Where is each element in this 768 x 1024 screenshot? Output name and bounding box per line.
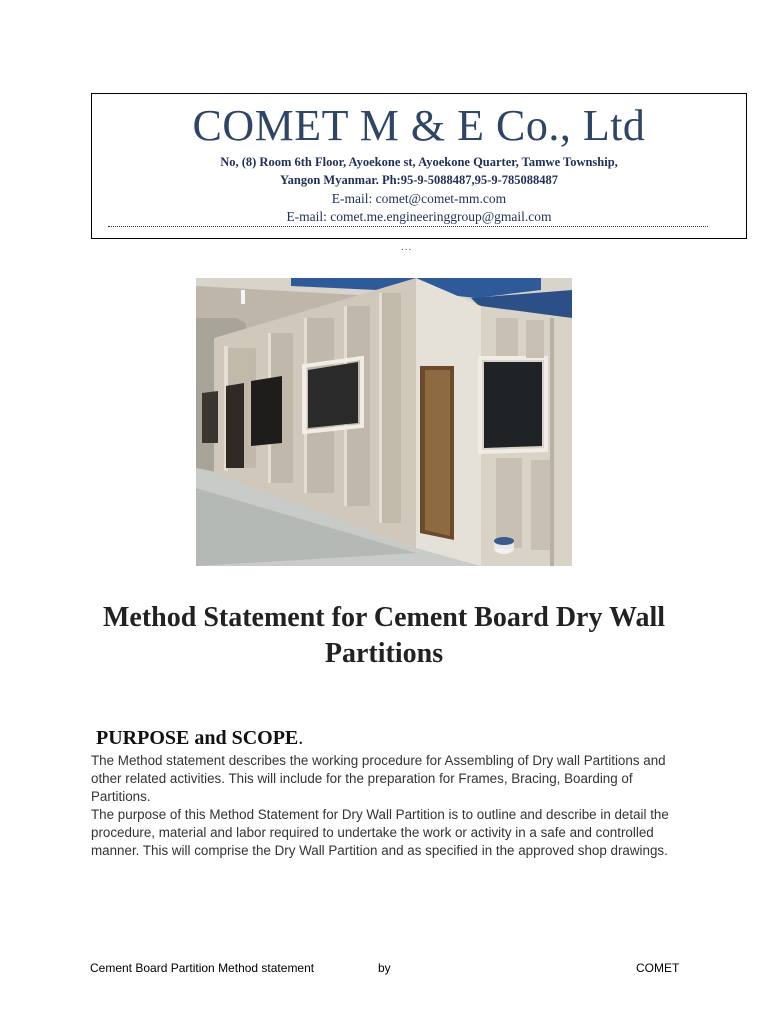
partition-photo [196, 278, 572, 566]
separator-ellipsis: ... [401, 242, 413, 253]
letterhead-box [91, 93, 747, 239]
section-heading-text: PURPOSE and SCOPE [96, 727, 299, 749]
email-line-1: E-mail: comet@comet-mm.com [331, 191, 507, 206]
address-line-2: Yangon Myanmar. Ph:95-9-5088487,95-9-785088487 [279, 173, 558, 187]
company-name: COMET M & E Co., Ltd [192, 101, 646, 150]
document-title: Method Statement for Cement Board Dry Wall Partitions [103, 602, 665, 669]
dotted-separator [108, 226, 708, 227]
paragraph-2: The purpose of this Method Statement for Dry Wall Partition is to outline and describe in detail the procedure, material and labor required to undertake the work or activity in a safe and controlled manner. This will comprise the Dry Wall Partition and as specified in the approved shop drawings. [91, 807, 669, 858]
section-heading [96, 727, 303, 750]
footer-middle: by [378, 961, 391, 975]
paragraph-1: The Method statement describes the working procedure for Assembling of Dry wall Partitions and other related activities. This will include for the preparation for Frames, Bracing, Boarding of Partitions. [91, 753, 666, 804]
section-heading-period: . [298, 727, 304, 749]
footer-left: Cement Board Partition Method statement [90, 961, 315, 975]
footer-right: COMET [636, 961, 680, 975]
email-line-2: E-mail: comet.me.engineeringgroup@gmail.com [286, 209, 552, 224]
address-line-1: No, (8) Room 6th Floor, Ayoekone st, Ayoekone Quarter, Tamwe Township, [220, 155, 618, 169]
